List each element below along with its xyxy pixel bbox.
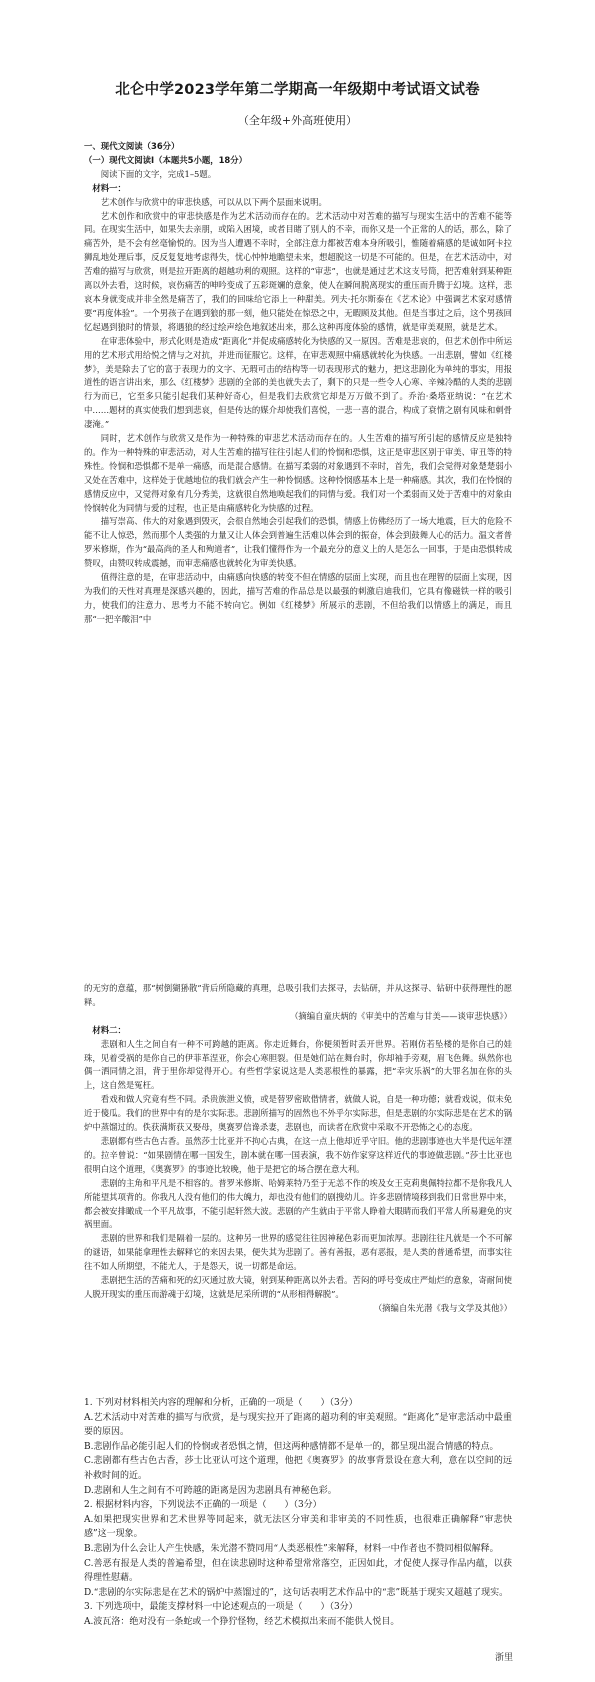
material2-paragraph: 看戏和做人究竟有些不同。杀贵族泄义愤，或是替罗密欧借情者，就做人说，自是一种功德；就看戏说，似未免近于傻瓜。我们的世界中有的是尔实际悲。悲剧所描写的固然也不外乎尔实际悲，但是悲剧的尔实际悲是在艺术的锅炉中蒸馏过的。佚获满斯获又娶母，奥赛罗信谗杀妻，悲剧也，而读者在欣赏中采取不开恐怖之心的态度。 [84,1094,512,1133]
question-1-option-b: B.悲剧作品必能引起人们的怜悯或者恐惧之情，但这两种感情都不是单一的，都呈现出混合情感的特点。 [84,1441,499,1452]
section-heading: 一、现代文阅读（36分） [84,141,180,151]
material1-continuation: 的无穷的意蕴，那“树倒猢狲散”背后所隐藏的真理，总吸引我们去探寻，去钻研，并从这探寻、钻研中获得理性的愿释。 [84,983,512,1007]
material1-paragraph: 在审悲体验中，形式化则是造成“距离化”并促成痛感转化为快感的又一原因。苦难是悲哀的，但艺术创作中所运用的艺术形式用给悦之情与之对抗，并进而征服它。这样，在审悲观照中痛感就转化为快感。一出悲剧，譬如《红楼梦》，美是除去了它的富于表现力的文字、无瑕可击的结构等一切表现形式的魅力，把这悲剧化为单纯的事实，用报道性的语言讲出来，那么《红楼梦》悲剧的全部的美也就失去了，剩下的只是一些令人心寒、辛辣冷酷的人类的悲剧行为而已，它至多只能引起我们某种好奇心，但是我们去欣赏它却是万万做不到了。乔治·桑塔亚纳说：“在艺术中……题材的真实使我们想到悲哀，但是传达的媒介却使我们喜悦，一悲一喜的混合，构成了衰情之剧有风味和刺骨凄淹。” [84,335,512,430]
material1-paragraph: 艺术创作与欣赏中的审悲快感，可以从以下两个层面来说明。 [100,196,327,207]
question-1-option-d: D.悲剧和人生之间有不可跨越的距离是因为悲剧具有神秘色彩。 [84,1485,337,1496]
question-2-option-d: D.“悲剧的尔实际悲是在艺术的锅炉中蒸馏过的”，这句话表明艺术作品中的“悲”既基于现实又超越了现实。 [84,1587,509,1598]
material2-paragraph: 悲剧和人生之间自有一种不可跨越的距离。你走近舞台，你便须暂时丢开世界。若刚仿若坠楼的是你自己的娃珠，见着受祸的是你自己的伊菲革涅亚，你会心寒胆裂。但是她们站在舞台时，你却袖手旁观，眉飞色舞。纵然你也偶一洒同情之泪，背于里你却觉得开心。有些哲学家说这是人类恶根性的暴露，把“幸灾乐祸”的大罪名加在你的头上，这自然是冤枉。 [84,1038,512,1091]
reading-instruction: 阅读下面的文字，完成1–5题。 [100,168,217,179]
material2-paragraph: 悲剧把生活的苦痛和死的幻灭通过放大镜，射到某种距离以外去看。苦闷的呼号变成庄严灿烂的意象，寄耐间使人脱开现实的重压而游魂于幻境，这就是尼采所谓的“从形相得解脱”。 [84,1275,512,1299]
material2-paragraph: 悲剧都有些古色古香。虽然莎士比亚并不拘心古典，在这一点上他却近乎守旧。他的悲剧事迹也大半是代远年湮的。拉辛曾说：“如果剧情在哪一国发生，剧本就在哪一国表演，我不妨作家穿这样近代的事迹做悲剧。”莎士比亚也很明白这个道理，《奥赛罗》的事迹比较晚，他于是把它的场合摆在意大利。 [84,1135,512,1174]
material1-paragraph: 描写崇高、伟大的对象遇到毁灭，会很自然地会引起我们的恐惧，情感上仿佛经历了一场大地震，巨大的危险不能不让人惊恐，然而那个人类强的力量又让人体会到普遍生活难以体会到的振奋，体会到鼓舞人心的活力。温文者普罗米修斯，作为“最高尚的圣人和殉道者”，让我们懂得作为一个最充分的意义上的人是怎么一回事，于是由恐惧转成赞叹，由赞叹转成震撼，而审悲痛感也就转化为审美快感。 [84,516,512,569]
question-2-option-b: B.悲剧为什么会让人产生快感，朱光潜不赞同用“人类恶根性”来解释，材料一中作者也不赞同相似解释。 [84,1543,499,1554]
material2-paragraph: 悲剧的主角和平凡是不相容的。普罗米修斯、哈姆莱特乃至于无恙不作的埃及女王克莉奥佩特拉都不是你我凡人所能望其项背的。你我凡人没有他们的伟大魄力，却也没有他们的剧搜幼儿。许多悲剧情境移到我们日常世界中来，都会被安排瞰成一个平凡故事，不能引起轩然大波。悲剧的产生就由于平常人睁着大眼睛而我们平常人所易避免的灾祸里面。 [84,1177,512,1230]
exam-subtitle: （全年级+外高班使用） [237,114,358,127]
subsection-heading: （一）现代文阅读Ⅰ（本题共5小题，18分） [84,154,247,165]
material1-paragraph: 值得注意的是，在审悲活动中，由痛感向快感的转变不但在情感的层面上实现，而且也在理智的层面上实现，因为我们的天性对真理是深感兴趣的，因此，描写苦难的作品总是以最强的刺激启迪我们，它具有像磁铁一样的吸引力，使我们的注意力、思考力不能不转向它。例如《红楼梦》所展示的悲剧，不但给我们以情感上的满足，而且那“一把辛酸泪”中 [84,572,512,624]
material1-source: （摘编自童庆炳的《审美中的苦难与甘美——谈审悲快感》） [290,1010,512,1021]
question-3-option-a: A.波瓦洛：绝对没有一条蛇或一个狰狞怪物，经艺术模拟出来而不能供人悦目。 [84,1616,400,1627]
material1-label: 材料一： [92,182,126,193]
question-1-option-c: C.悲剧都有些古色古香，莎士比亚认可这个道理，他把《奥赛罗》的故事背景设在意大利，意在以空间的远补救时间的近。 [84,1456,512,1481]
material2-label: 材料二： [92,1024,126,1035]
question-2: 2. 根据材料内容，下列说法不正确的一项是（ ）（3分） [84,1500,322,1511]
question-3: 3. 下列选项中，最能支撑材料一中论述观点的一项是（ ）（3分） [84,1602,358,1613]
questions-section [84,1396,512,1630]
material1-paragraph: 同时，艺术创作与欣赏又是作为一种特殊的审悲艺术活动而存在的。人生苦难的描写所引起的感情反应是独特的。作为一种特殊的审悲活动，对人生苦难的描写往往引起人们的怜悯和恐惧，这正是审悲区别于审美、审丑等的特殊性。怜悯和恐惧都不是单一痛感，而是混合感情。在描写柔弱的对象遇到不幸时，首先，我们会觉得对象楚楚弱小又处在苦难中，这样处于优越地位的我们就会产生一种怜悯感。这种怜悯感基本上是一种痛感。其次，我们在怜悯的感情反应中，又觉得对象有几分秀美，这就很自然地唤起我们的同情与爱。我们对一个柔弱而又处于苦难中的对象由怜悯转化为同情与爱的过程，也正是由痛感转化为快感的过程。 [84,433,512,513]
exam-title: 北仑中学2023学年第二学期高一年级期中考试语文试卷 [115,82,480,98]
footer-region-label: 浙里 [494,1653,513,1663]
question-2-option-a: A.如果把现实世界和艺术世界等同起来，就无法区分审美和非审美的不同性质，也很难正确解释“审悲快感”这一现象。 [84,1514,512,1540]
question-1-option-a: A.艺术活动中对苦难的描写与欣赏，是与现实拉开了距离的超功利的审美观照。“距离化”是审悲活动中最重要的原因。 [84,1412,512,1438]
material2-paragraph: 悲剧的世界和我们是隔着一层的。这种另一世界的感觉往往因神秘色彩而更加浓厚。悲剧往往凡就是一个不可解的谜语，如果能拿理性去解释它的来因去果，便失其为悲剧了。善有善报，恶有恶报，是人类的普通希望，而事实往往不如人所期望，不能尤人，于是怨天，说一切都是命运。 [84,1233,512,1272]
question-1: 1. 下列对材料相关内容的理解和分析，正确的一项是（ ）（3分） [84,1398,358,1408]
reading-section-part2 [84,982,512,1316]
question-2-option-c: C.善恶有报是人类的普遍希望，但在读悲剧时这种希望常常落空，正因如此，才促使人探寻作品内蕴，以获得理性慰藉。 [84,1558,512,1584]
material1-paragraph: 艺术创作和欣赏中的审悲快感是作为艺术活动而存在的。艺术活动中对苦难的描写与现实生活中的苦难不能等同。在现实生活中，如果失去亲朋，或陷入困境，或者目睹了别人的不幸，而你又是一个正常的人的话，那么，除了痛苦外，是不会有丝毫愉悦的。因为当人遭遇不幸时，全部注意力都被苦难本身所吸引，惟随着痛感的是诚如阿卡拉狮乱地处理后事，反反复复地考虑得失，忧心忡忡地瞻望未来，想超脱这一切是不可能的。但是，在艺术活动中，对苦难的描写与欣赏，则是拉开距离的超越功利的观照。这样的“审悲”，也就是通过艺术这支号筒，把苦难射到某种距离以外去看，这时候，哀伤痛苦的呻吟变成了五彩斑斓的意象，使人在瞬间脱离现实的重压而升腾于幻境。这样，悲哀本身就变成并非全然是痛苦了，我们的回味给它添上一种甜美。列夫·托尔斯泰在《艺术论》中强调艺术家对感情要“再度体验”。一个男孩子在遇到狼的那一刻，他只能处在惊恐之中，无暇顾及其他。但是当事过之后，这个男孩回忆起遇到狼时的情景，将遇狼的经过绘声绘色地叙述出来，那么这种再度体验的感情，就是审美观照，就是艺术。 [84,210,512,332]
reading-section-part1 [84,140,512,627]
material2-source: （摘编自朱光潜《我与文学及其他》） [373,1302,512,1313]
